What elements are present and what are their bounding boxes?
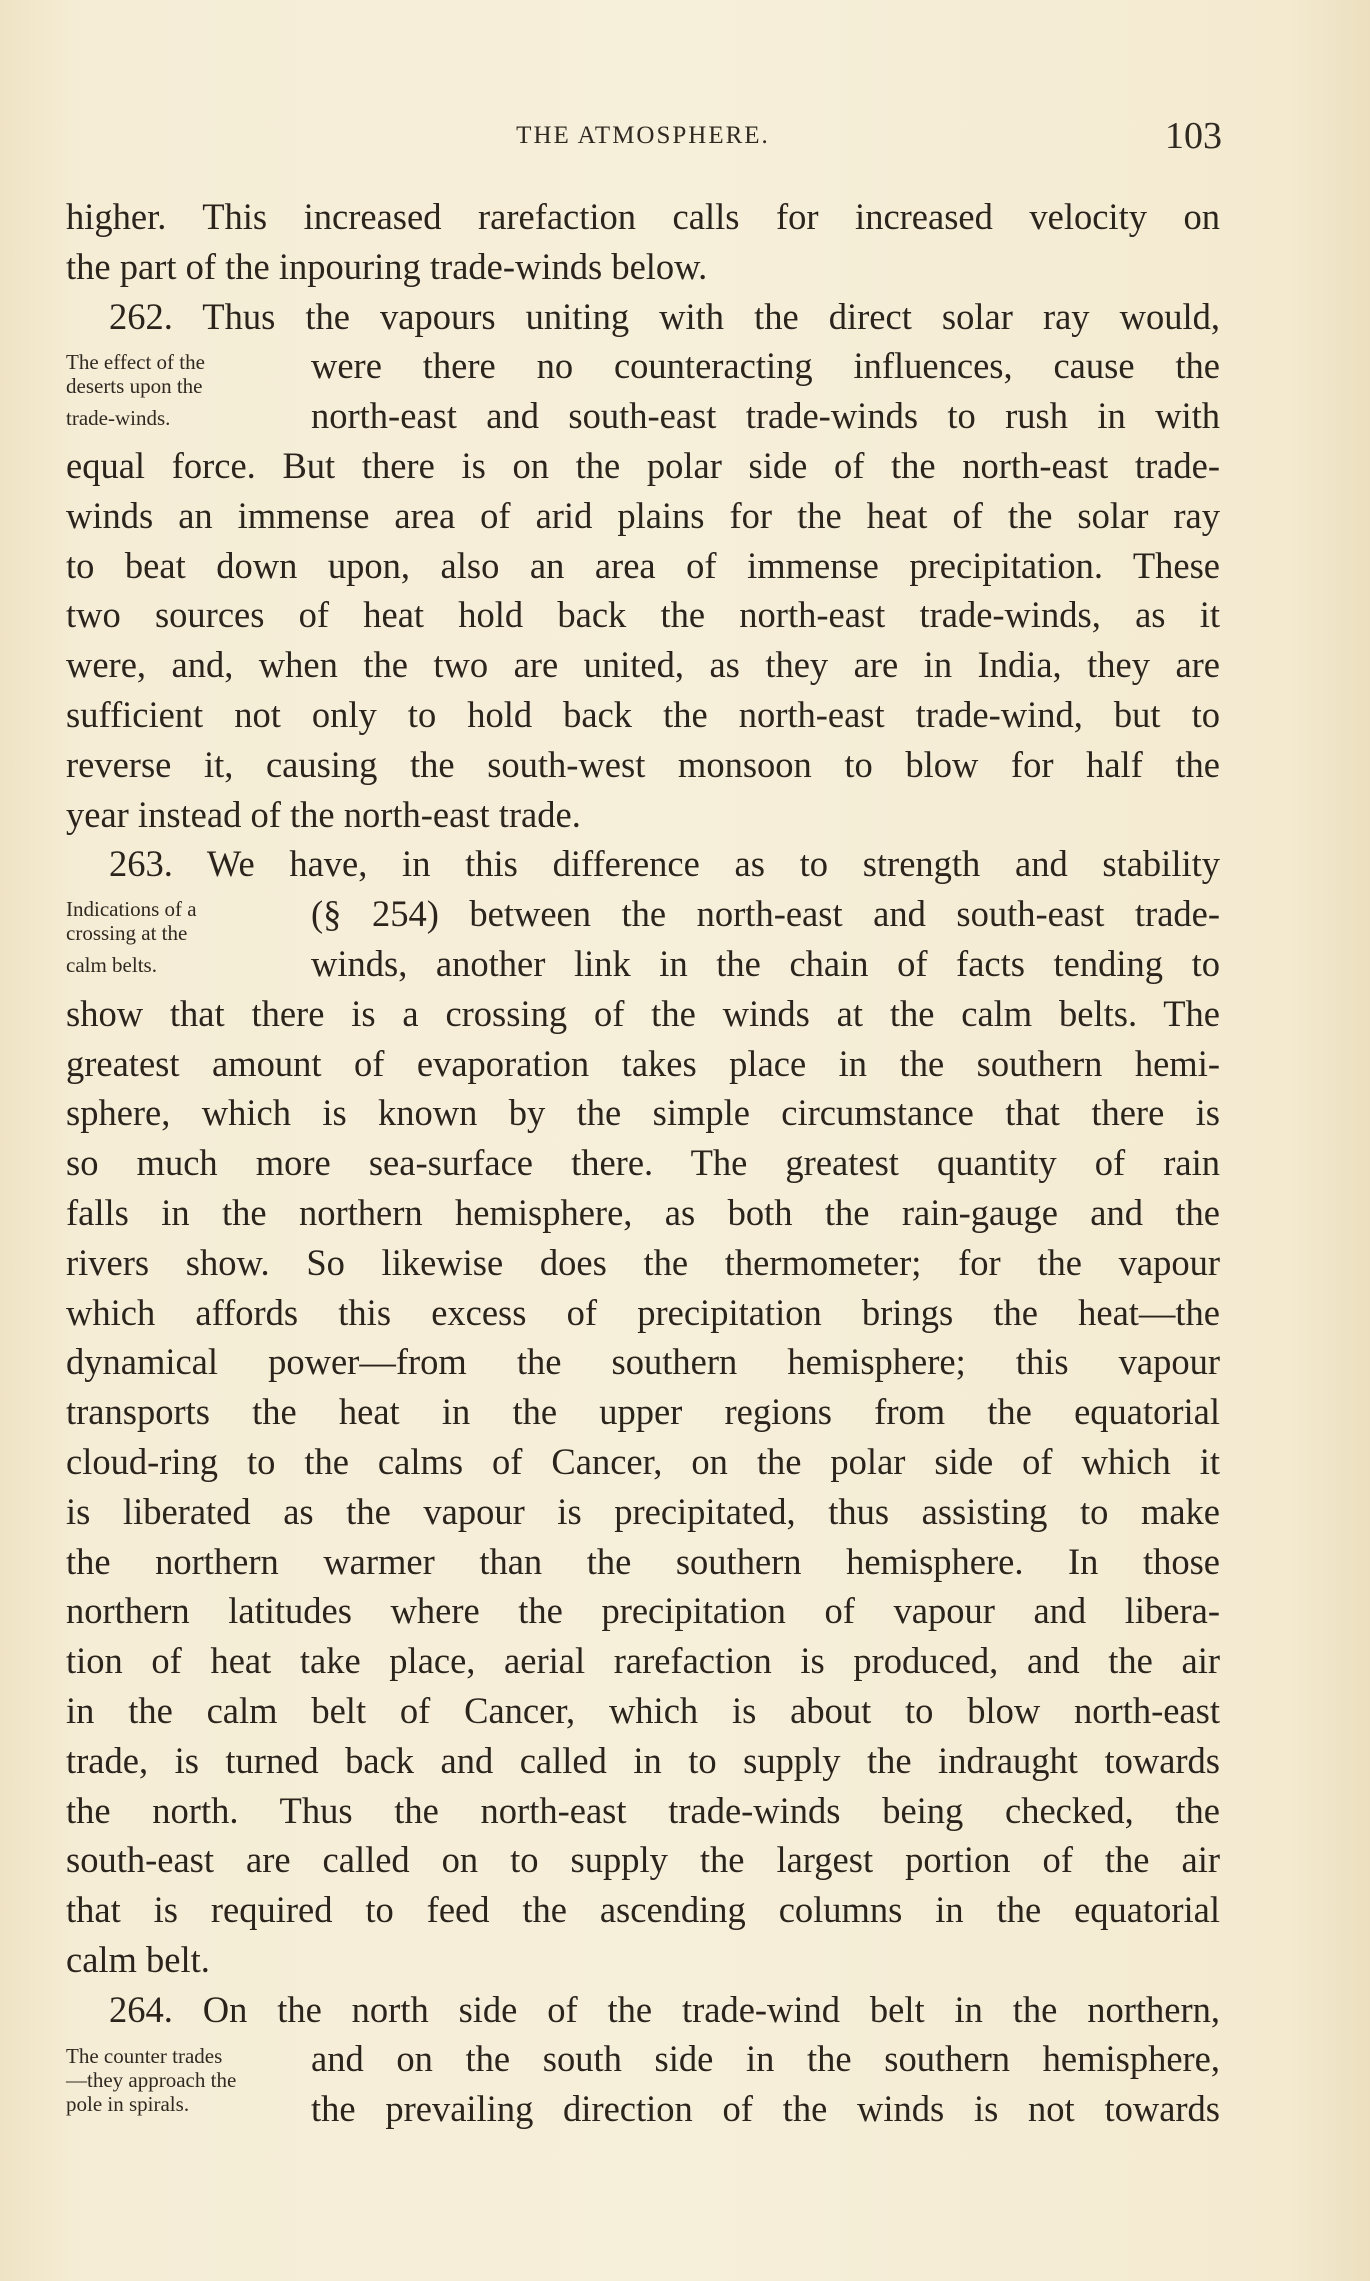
- text-line: dynamical power—from the southern hemisphere; this vapour: [66, 1341, 1220, 1383]
- text-line: to beat down upon, also an area of immense precipitation. These: [66, 544, 1220, 586]
- text-line: and on the south side in the southern hemisphere,: [311, 2038, 1220, 2080]
- text-line: so much more sea-surface there. The greatest quantity of rain: [66, 1142, 1220, 1184]
- page-header: [66, 115, 1222, 158]
- margin-note-line: trade-winds.: [66, 406, 171, 430]
- text-line: calm belt.: [66, 1938, 210, 1980]
- paragraph-263-start: 263. We have, in this difference as to strength and stability: [109, 843, 1220, 885]
- margin-note-line: calm belts.: [66, 953, 157, 977]
- margin-note-line: pole in spirals.: [66, 2092, 190, 2116]
- text-line: equal force. But there is on the polar side of the north-east trade-: [66, 444, 1220, 486]
- margin-note-line: —they approach the: [66, 2068, 237, 2092]
- text-line: show that there is a crossing of the winds at the calm belts. The: [66, 992, 1220, 1034]
- margin-note-line: crossing at the: [66, 921, 188, 945]
- text-line: higher. This increased rarefaction calls for increased velocity on: [66, 196, 1220, 237]
- text-line: were, and, when the two are united, as they are in India, they are: [66, 644, 1220, 686]
- paragraph-262-start: 262. Thus the vapours uniting with the direct solar ray would,: [109, 295, 1220, 337]
- text-line: tion of heat take place, aerial rarefaction is produced, and the air: [66, 1640, 1220, 1682]
- margin-note-line: deserts upon the: [66, 374, 203, 398]
- text-line: winds an immense area of arid plains for the heat of the solar ray: [66, 494, 1220, 536]
- margin-note-line: The counter trades: [66, 2044, 223, 2068]
- text-line: north-east and south-east trade-winds to rush in with: [311, 395, 1220, 437]
- text-line: the north. Thus the north-east trade-winds being checked, the: [66, 1789, 1220, 1831]
- text-line: sufficient not only to hold back the north-east trade-wind, but to: [66, 693, 1220, 735]
- paragraph-264-start: 264. On the north side of the trade-wind belt in the northern,: [109, 1988, 1220, 2030]
- text-line: transports the heat in the upper regions from the equatorial: [66, 1391, 1220, 1433]
- text-line: winds, another link in the chain of facts tending to: [311, 942, 1220, 984]
- text-line: the part of the inpouring trade-winds below.: [66, 245, 708, 287]
- text-line: the prevailing direction of the winds is not towards: [311, 2088, 1220, 2130]
- margin-note-line: The effect of the: [66, 350, 205, 374]
- page-number: 103: [1165, 115, 1222, 157]
- text-line: greatest amount of evaporation takes place in the southern hemi-: [66, 1042, 1220, 1084]
- text-line: in the calm belt of Cancer, which is about to blow north-east: [66, 1689, 1220, 1731]
- text-line: falls in the northern hemisphere, as both the rain-gauge and the: [66, 1191, 1220, 1233]
- text-line: the northern warmer than the southern hemisphere. In those: [66, 1540, 1220, 1582]
- text-line: trade, is turned back and called in to supply the indraught towards: [66, 1739, 1220, 1781]
- text-line: which affords this excess of precipitation brings the heat—the: [66, 1291, 1220, 1333]
- body-text: [66, 192, 1220, 2134]
- text-line: (§ 254) between the north-east and south-east trade-: [311, 893, 1220, 935]
- text-line: that is required to feed the ascending columns in the equatorial: [66, 1889, 1220, 1931]
- text-line: two sources of heat hold back the north-east trade-winds, as it: [66, 594, 1220, 636]
- text-line: year instead of the north-east trade.: [66, 793, 581, 835]
- text-line: south-east are called on to supply the largest portion of the air: [66, 1839, 1220, 1881]
- text-line: is liberated as the vapour is precipitated, thus assisting to make: [66, 1490, 1220, 1532]
- text-line: rivers show. So likewise does the thermometer; for the vapour: [66, 1241, 1220, 1283]
- text-line: cloud-ring to the calms of Cancer, on the polar side of which it: [66, 1440, 1220, 1482]
- text-line: northern latitudes where the precipitation of vapour and libera-: [66, 1590, 1220, 1632]
- text-line: reverse it, causing the south-west monsoon to blow for half the: [66, 743, 1220, 785]
- text-line: sphere, which is known by the simple circumstance that there is: [66, 1092, 1220, 1134]
- running-title: THE ATMOSPHERE.: [516, 122, 770, 149]
- text-line: were there no counteracting influences, cause the: [311, 345, 1220, 387]
- margin-note-line: Indications of a: [66, 897, 197, 921]
